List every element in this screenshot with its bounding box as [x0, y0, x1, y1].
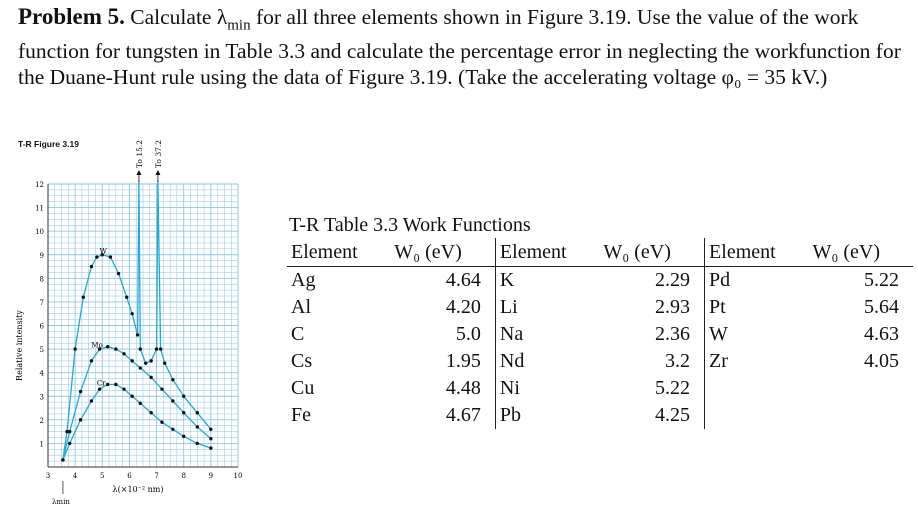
work-function-cell: 5.22	[864, 269, 899, 291]
element-cell: Ag	[291, 269, 316, 291]
table-row	[287, 294, 913, 321]
data-point	[171, 428, 174, 431]
problem-statement	[18, 4, 908, 90]
element-cell: K	[499, 269, 515, 291]
data-point	[122, 352, 125, 355]
x-axis-label: λ(×10⁻² nm)	[112, 485, 164, 494]
table-row	[287, 375, 913, 402]
table	[287, 238, 913, 429]
data-point	[149, 359, 152, 362]
data-point	[136, 333, 139, 336]
peak-label: To 37.2	[153, 139, 163, 168]
data-point	[114, 347, 117, 350]
curve-label: W	[99, 247, 107, 256]
work-function-cell: 4.67	[390, 402, 495, 429]
table-row	[287, 321, 913, 348]
data-point	[182, 411, 185, 414]
data-point	[114, 383, 117, 386]
data-point	[155, 347, 158, 350]
problem-text-sub: min	[227, 17, 251, 34]
data-point	[106, 345, 109, 348]
element-cell: W	[709, 323, 728, 345]
figure-3-19	[10, 132, 250, 517]
curve-label: Cr	[96, 379, 106, 388]
data-point	[149, 411, 152, 414]
figure-caption: T-R Figure 3.19	[18, 139, 79, 149]
y-tick-label: 7	[39, 298, 44, 307]
data-point	[209, 437, 212, 440]
data-point	[130, 312, 133, 315]
element-cell: Zr	[709, 350, 728, 372]
data-point	[130, 395, 133, 398]
x-tick-label: 10	[233, 472, 243, 480]
data-point	[122, 387, 125, 390]
data-point	[125, 296, 128, 299]
data-point	[196, 425, 199, 428]
table-caption: T-R Table 3.3 Work Functions	[289, 214, 531, 236]
table-row	[287, 402, 913, 429]
work-function-cell: 3.2	[599, 348, 704, 375]
work-function-cell: 4.05	[864, 350, 899, 372]
element-cell: Li	[499, 296, 518, 318]
header-cell: W₀ (eV)	[812, 240, 881, 263]
data-point	[90, 399, 93, 402]
y-tick-label: 11	[35, 204, 44, 213]
data-point	[159, 347, 162, 350]
y-tick-label: 5	[39, 346, 44, 355]
data-point	[139, 402, 142, 405]
problem-text-a: Calculate λ	[130, 5, 228, 29]
y-tick-label: 10	[35, 228, 44, 237]
element-cell: Nd	[499, 350, 525, 372]
data-point	[68, 442, 71, 445]
x-tick-label: 9	[208, 472, 214, 480]
data-point	[79, 418, 82, 421]
data-point	[79, 390, 82, 393]
data-point	[209, 428, 212, 431]
work-function-cell: 4.63	[864, 323, 899, 345]
work-function-cell: 5.64	[864, 296, 899, 318]
table-header-row	[287, 238, 913, 267]
data-point	[160, 420, 163, 423]
data-point	[144, 362, 147, 365]
data-point	[98, 387, 101, 390]
data-point	[82, 296, 85, 299]
element-cell: Cs	[291, 350, 313, 372]
data-point	[171, 399, 174, 402]
element-cell	[705, 375, 809, 402]
data-point	[117, 272, 120, 275]
table-row	[287, 348, 913, 375]
element-cell: Pd	[709, 269, 731, 291]
element-cell: Pb	[499, 404, 522, 426]
work-function-cell: 4.64	[390, 267, 495, 295]
data-point	[90, 359, 93, 362]
data-point	[130, 359, 133, 362]
work-function-cell	[809, 402, 913, 429]
y-tick-label: 12	[35, 181, 44, 189]
element-cell: C	[291, 323, 305, 345]
data-point	[73, 347, 76, 350]
x-tick-label: 8	[181, 472, 186, 480]
x-tick-label: 3	[45, 472, 51, 480]
work-function-table	[287, 212, 913, 429]
data-point	[209, 446, 212, 449]
data-point	[160, 387, 163, 390]
y-tick-label: 6	[39, 322, 44, 331]
header-cell: Element	[291, 240, 358, 263]
element-cell: Fe	[291, 404, 311, 426]
data-point	[196, 411, 199, 414]
peak-arrowhead	[155, 170, 160, 175]
peak-arrowhead	[136, 170, 141, 175]
work-function-cell: 4.48	[390, 375, 495, 402]
data-point	[109, 255, 112, 258]
x-tick-label: 4	[72, 472, 78, 480]
element-cell: Cu	[291, 377, 315, 399]
data-point	[139, 366, 142, 369]
problem-title: Problem 5.	[18, 4, 125, 29]
y-tick-label: 9	[39, 251, 44, 260]
data-point	[163, 362, 166, 365]
y-tick-label: 2	[39, 416, 44, 425]
data-point	[95, 255, 98, 258]
y-tick-label: 4	[39, 369, 44, 378]
work-function-cell: 2.93	[599, 294, 704, 321]
data-point	[106, 383, 109, 386]
y-axis-label: Relative intensity	[15, 310, 24, 381]
work-function-cell: 5.0	[390, 321, 495, 348]
problem-text-b: for all three elements shown in Figure 3.19. Use the value of the work function for tungsten in Table 3.3 and calculate the percentage error in neglecting the workfunction for the Duane-Hunt rule using the data of Figure 3.19. (Take the accelerating voltage φ₀ = 35 kV.)	[18, 5, 901, 90]
table-row	[287, 267, 913, 295]
y-tick-label: 8	[39, 275, 44, 284]
curve-label: Mo	[91, 341, 103, 350]
data-point	[149, 376, 152, 379]
work-function-cell: 4.20	[390, 294, 495, 321]
spectrum-chart	[10, 132, 250, 517]
header-cell: Element	[499, 240, 567, 263]
header-cell: Element	[709, 240, 776, 263]
peak-label: To 15.2	[134, 139, 144, 168]
work-function-cell: 2.29	[599, 267, 704, 295]
data-point	[68, 430, 71, 433]
work-function-cell: 1.95	[390, 348, 495, 375]
data-point	[61, 458, 64, 461]
work-function-cell	[809, 375, 913, 402]
data-point	[182, 395, 185, 398]
data-point	[196, 442, 199, 445]
header-cell: W₀ (eV)	[390, 238, 495, 267]
data-point	[182, 435, 185, 438]
data-point	[171, 378, 174, 381]
element-cell: Ni	[499, 377, 520, 399]
header-cell: W₀ (eV)	[599, 238, 704, 267]
work-function-cell: 4.25	[599, 402, 704, 429]
work-function-cell: 5.22	[599, 375, 704, 402]
element-cell: Pt	[709, 296, 726, 318]
data-point	[139, 347, 142, 350]
data-point	[90, 265, 93, 268]
x-tick-label: 6	[127, 472, 132, 480]
x-tick-label: 7	[154, 472, 159, 480]
y-tick-label: 1	[39, 440, 44, 449]
element-cell: Al	[291, 296, 311, 318]
lambda-min-label: λmin	[52, 498, 70, 506]
element-cell	[705, 402, 809, 429]
x-tick-label: 5	[100, 472, 105, 480]
work-function-cell: 2.36	[599, 321, 704, 348]
y-tick-label: 3	[39, 393, 44, 402]
element-cell: Na	[499, 323, 524, 345]
